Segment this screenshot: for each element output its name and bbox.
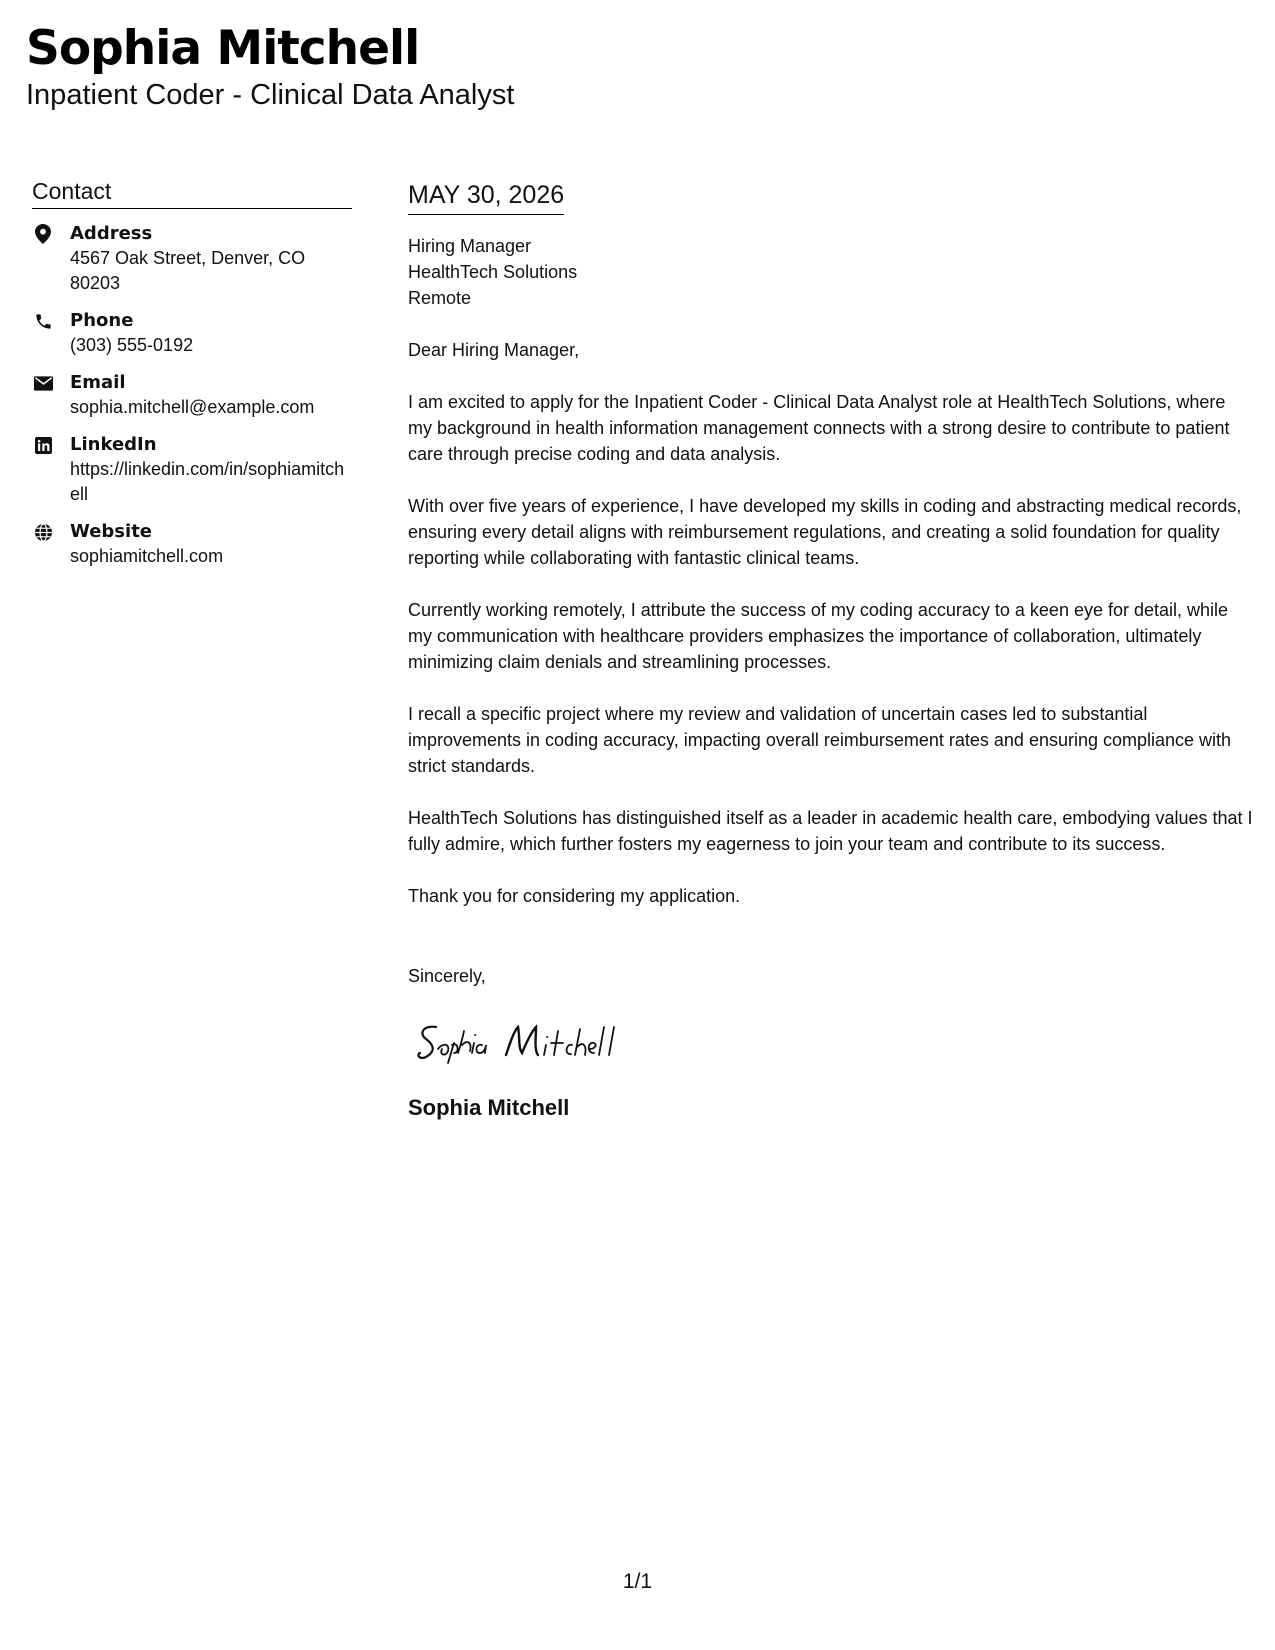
website-value[interactable]: sophiamitchell.com xyxy=(70,546,224,566)
contact-label: Address xyxy=(70,223,153,244)
linkedin-value[interactable]: https://linkedin.com/in/sophiamitchell xyxy=(70,459,345,504)
contact-label: Website xyxy=(70,521,153,542)
contact-label: Phone xyxy=(70,310,134,331)
letter-paragraph: With over five years of experience, I have developed my skills in coding and abstracting medical records, ensuring every detail aligns with reimbursement regulations, and creating a solid foundation for quality reporting while collaborating with fantastic clinical teams. xyxy=(408,496,1242,568)
contact-heading: Contact xyxy=(32,176,352,209)
signed-name: Sophia Mitchell xyxy=(408,1095,570,1120)
handwritten-signature xyxy=(414,1015,674,1067)
email-value[interactable]: sophia.mitchell@example.com xyxy=(70,397,315,417)
salutation: Dear Hiring Manager, xyxy=(408,340,580,360)
address-value: 4567 Oak Street, Denver, CO 80203 xyxy=(70,248,306,293)
letter-date: MAY 30, 2026 xyxy=(408,178,564,215)
closing: Sincerely, xyxy=(408,966,486,986)
recipient-line: HealthTech Solutions xyxy=(408,262,578,282)
letter-paragraph: Thank you for considering my application. xyxy=(408,886,741,906)
contact-item-email xyxy=(32,370,352,420)
recipient-block xyxy=(408,233,1253,311)
contact-sidebar xyxy=(32,176,352,581)
letter-body xyxy=(408,178,1253,1123)
contact-item-address xyxy=(32,221,352,296)
recipient-line: Remote xyxy=(408,288,472,308)
contact-item-linkedin xyxy=(32,432,352,507)
linkedin-icon xyxy=(32,434,54,456)
contact-label: Email xyxy=(70,372,126,393)
letter-paragraph: HealthTech Solutions has distinguished itself as a leader in academic health care, embodying values that I fully admire, which further fosters my eagerness to join your team and contribute to its success. xyxy=(408,808,1253,854)
phone-icon xyxy=(32,310,54,332)
location-pin-icon xyxy=(32,223,54,245)
contact-item-website xyxy=(32,519,352,569)
recipient-line: Hiring Manager xyxy=(408,236,532,256)
contact-label: LinkedIn xyxy=(70,434,157,455)
resume-header xyxy=(26,20,514,112)
globe-icon xyxy=(32,521,54,543)
envelope-icon xyxy=(32,372,54,394)
letter-paragraph: I recall a specific project where my review and validation of uncertain cases led to substantial improvements in coding accuracy, impacting overall reimbursement rates and ensuring compliance with strict standards. xyxy=(408,704,1232,776)
page-number: 1/1 xyxy=(622,1570,653,1593)
applicant-name: Sophia Mitchell xyxy=(26,21,420,76)
phone-value[interactable]: (303) 555-0192 xyxy=(70,335,194,355)
letter-paragraph: Currently working remotely, I attribute the success of my coding accuracy to a keen eye for detail, while my communication with healthcare providers emphasizes the importance of collaboration, ultimately minimizing claim denials and streamlining processes. xyxy=(408,600,1229,672)
job-title: Inpatient Coder - Clinical Data Analyst xyxy=(26,79,515,111)
letter-paragraph: I am excited to apply for the Inpatient Coder - Clinical Data Analyst role at HealthTech Solutions, where my background in health information management connects with a strong desire to contribute to patient care through precise coding and data analysis. xyxy=(408,392,1230,464)
contact-item-phone xyxy=(32,308,352,358)
